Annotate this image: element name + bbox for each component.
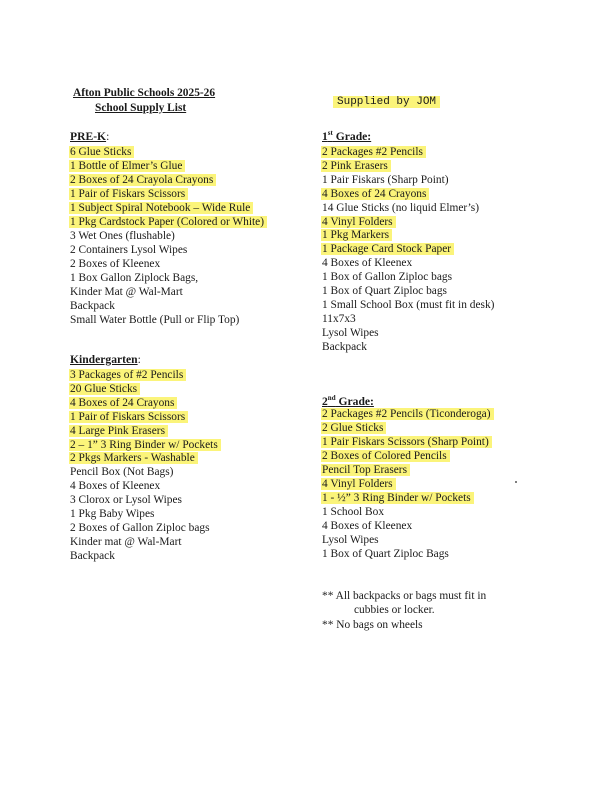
second-item-text: Lysol Wipes <box>322 534 379 546</box>
kinder-item-text: 4 Large Pink Erasers <box>69 425 168 437</box>
prek-item <box>70 201 253 215</box>
second-item-text: Pencil Top Erasers <box>321 464 410 476</box>
second-item-text: 2 Packages #2 Pencils (Ticonderoga) <box>321 408 494 420</box>
prek-item-text: 2 Boxes of Kleenex <box>70 258 161 270</box>
kinder-item <box>70 382 140 396</box>
prek-item-text: 1 Subject Spiral Notebook – Wide Rule <box>69 202 253 214</box>
prek-item-text: 1 Pair of Fiskars Scissors <box>69 188 188 200</box>
second-item <box>322 407 494 421</box>
second-item-text: 2 Boxes of Colored Pencils <box>321 450 450 462</box>
second-item <box>322 435 492 449</box>
second-grade-sup: nd <box>327 394 336 403</box>
first-item-text: 4 Vinyl Folders <box>321 216 396 228</box>
prek-item-text: 6 Glue Sticks <box>69 146 134 158</box>
title-text: Afton Public Schools 2025-26 <box>73 87 216 99</box>
second-item-text: 2 Glue Sticks <box>321 422 386 434</box>
kinder-item <box>70 465 173 479</box>
kinder-item-text: 1 Pair of Fiskars Scissors <box>69 411 188 423</box>
first-item-text: 14 Glue Sticks (no liquid Elmer’s) <box>322 201 480 214</box>
prek-heading-colon: : <box>106 130 110 143</box>
prek-item <box>70 285 183 299</box>
kinder-item-text: 4 Boxes of 24 Crayons <box>69 397 177 409</box>
kinder-item-text: 2 Boxes of Gallon Ziploc bags <box>70 521 210 534</box>
stray-mark <box>515 481 517 483</box>
first-item-text: 4 Boxes of Kleenex <box>322 257 413 270</box>
kinder-item <box>70 479 160 493</box>
first-item <box>322 242 454 256</box>
kinder-item-text: 4 Boxes of Kleenex <box>70 480 161 493</box>
kinder-item-text: 20 Glue Sticks <box>69 383 140 395</box>
kinder-item-text: 1 Pkg Baby Wipes <box>70 508 155 520</box>
second-item-text: 1 - ½” 3 Ring Binder w/ Pockets <box>321 492 474 504</box>
first-item-text: 1 Box of Quart Ziploc bags <box>322 285 447 297</box>
kinder-item <box>70 438 221 452</box>
second-item-text: 1 School Box <box>322 506 385 518</box>
kinder-item-text: 2 – 1” 3 Ring Binder w/ Pockets <box>69 439 221 451</box>
prek-heading <box>70 130 109 143</box>
prek-item <box>70 243 187 257</box>
first-grade-sup: st <box>327 129 333 138</box>
second-item-text: 1 Box of Quart Ziploc Bags <box>322 548 449 560</box>
second-item-text: 4 Boxes of Kleenex <box>322 520 413 532</box>
kinder-item-text: Backpack <box>70 549 115 562</box>
prek-item <box>70 215 267 229</box>
document-subtitle <box>95 102 186 114</box>
kinder-heading <box>70 353 141 366</box>
kinder-heading-text: Kindergarten <box>70 353 138 366</box>
first-grade-heading <box>322 130 371 143</box>
second-grade-rest: Grade: <box>335 395 374 408</box>
prek-item-text: Backpack <box>70 300 115 312</box>
first-item <box>322 215 396 229</box>
first-item-text: 1 Pair Fiskars (Sharp Point) <box>322 173 449 186</box>
first-item <box>322 298 494 312</box>
note-backpacks-line2: cubbies or locker. <box>354 604 435 616</box>
first-item <box>322 145 426 159</box>
prek-item-text: Small Water Bottle (Pull or Flip Top) <box>70 314 240 326</box>
prek-item <box>70 187 188 201</box>
kinder-item <box>70 521 210 535</box>
second-item <box>322 477 396 491</box>
kinder-item <box>70 535 182 549</box>
kinder-item-text: 2 Pkgs Markers - Washable <box>69 452 198 464</box>
first-item <box>322 312 356 326</box>
kinder-item <box>70 451 198 465</box>
prek-item <box>70 229 175 243</box>
prek-item-text: 3 Wet Ones (flushable) <box>70 230 175 242</box>
second-item-text: 4 Vinyl Folders <box>321 478 396 490</box>
first-item-text: 2 Packages #2 Pencils <box>321 146 426 158</box>
first-item <box>322 201 479 215</box>
second-item <box>322 519 412 533</box>
prek-item <box>70 257 160 271</box>
prek-item-text: 1 Bottle of Elmer’s Glue <box>69 160 185 172</box>
kinder-item <box>70 410 188 424</box>
supplied-by-note: Supplied by JOM <box>333 96 440 108</box>
prek-item-text: 2 Containers Lysol Wipes <box>70 244 188 256</box>
kinder-item-text: 3 Clorox or Lysol Wipes <box>70 494 182 507</box>
first-item <box>322 173 449 187</box>
kinder-item-text: Pencil Box (Not Bags) <box>70 466 174 479</box>
first-item <box>322 187 429 201</box>
kinder-item-text: Kinder mat @ Wal-Mart <box>70 535 182 548</box>
prek-item-text: 1 Pkg Cardstock Paper (Colored or White) <box>69 216 267 228</box>
second-item-text: 1 Pair Fiskars Scissors (Sharp Point) <box>321 436 492 448</box>
second-grade-num: 2 <box>322 395 328 408</box>
first-item-text: Lysol Wipes <box>322 326 379 339</box>
prek-item <box>70 159 185 173</box>
second-item <box>322 547 449 561</box>
prek-item <box>70 145 134 159</box>
second-item <box>322 463 410 477</box>
note-backpacks-line1: ** All backpacks or bags must fit in <box>322 590 487 602</box>
kinder-item <box>70 396 177 410</box>
second-item <box>322 505 384 519</box>
first-item <box>322 256 412 270</box>
prek-item <box>70 173 216 187</box>
first-item-text: Backpack <box>322 340 367 353</box>
prek-item-text: 2 Boxes of 24 Crayola Crayons <box>69 174 216 186</box>
first-item-text: 1 Pkg Markers <box>321 229 392 241</box>
kinder-item <box>70 368 186 382</box>
first-item <box>322 284 447 298</box>
first-item-text: 1 Box of Gallon Ziploc bags <box>322 271 453 284</box>
kinder-item <box>70 507 154 521</box>
first-item <box>322 340 367 354</box>
first-item-text: 1 Small School Box (must fit in desk) <box>322 298 495 311</box>
prek-item <box>70 313 239 327</box>
first-item-text: 11x7x3 <box>322 312 356 325</box>
prek-heading-text: PRE-K <box>70 130 107 143</box>
kinder-item <box>70 549 115 563</box>
document-title <box>73 87 215 99</box>
first-item-text: 1 Package Card Stock Paper <box>321 243 454 255</box>
prek-item-text: Kinder Mat @ Wal-Mart <box>70 286 183 298</box>
note-no-wheels: ** No bags on wheels <box>322 619 423 631</box>
prek-item-text: 1 Box Gallon Ziplock Bags, <box>70 272 199 284</box>
first-grade-rest: Grade: <box>332 130 372 143</box>
first-item <box>322 159 391 173</box>
first-item-text: 2 Pink Erasers <box>321 160 391 172</box>
prek-item <box>70 299 115 313</box>
kinder-item-text: 3 Packages of #2 Pencils <box>69 369 186 381</box>
second-item <box>322 491 474 505</box>
kinder-item <box>70 424 168 438</box>
subtitle-text: School Supply List <box>95 102 187 114</box>
first-item <box>322 326 379 340</box>
first-item <box>322 228 392 242</box>
second-item <box>322 421 386 435</box>
second-item <box>322 449 450 463</box>
first-item-text: 4 Boxes of 24 Crayons <box>321 188 429 200</box>
first-grade-num: 1 <box>322 130 328 143</box>
second-item <box>322 533 379 547</box>
kinder-item <box>70 493 182 507</box>
kinder-heading-colon: : <box>137 353 141 366</box>
prek-item <box>70 271 198 285</box>
first-item <box>322 270 452 284</box>
